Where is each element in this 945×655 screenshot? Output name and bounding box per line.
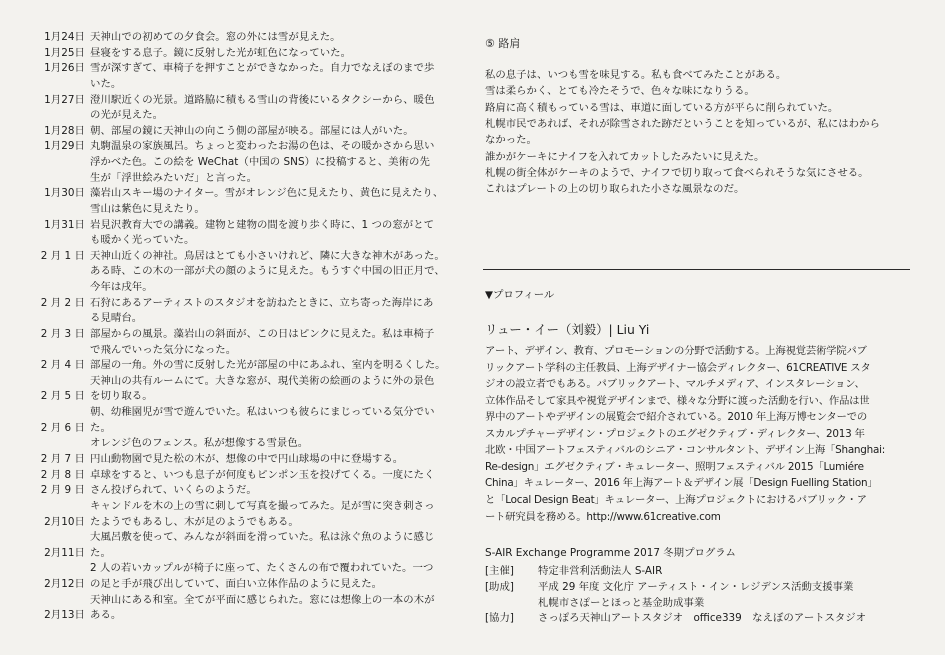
diary-entry-text: 雪が深すぎて、車椅子を押すことができなかった。自力でなえぼのまで歩	[90, 62, 435, 75]
diary-entry-text: 岩見沢教育大での講義。建物と建物の間を渡り歩く時に、1 つの窓がとて	[90, 218, 435, 231]
section-title: ⑤ 路肩	[485, 37, 521, 50]
diary-date: 2 月 1 日	[40, 249, 85, 262]
diary-entry-text: 卓球をすると、いつも息子が何度もピンポン玉を投げてくる。一度にたく	[90, 468, 435, 481]
diary-entry-text: 天神山にある和室。全てが平面に感じられた。窓には想像上の一本の木が	[90, 593, 435, 606]
diary-entry-text: の足と手が飛び出していて、面白い立体作品のように見えた。	[90, 578, 383, 591]
diary-date: 1月30日	[44, 187, 85, 200]
bio-line: リックアート学科の主任教員、上海デザイナー協会ディレクター、61CREATIVE スタ	[485, 361, 871, 374]
diary-entry-text: 石狩にあるアーティストのスタジオを訪ねたときに、立ち寄った海岸にあ	[90, 296, 434, 309]
bio-line: ジオの設立者でもある。パブリックアート、マルチメディア、インスタレーション、	[485, 378, 865, 391]
credit-value: 特定非営利活動法人 S-AIR	[538, 565, 663, 577]
diary-entry-text: 部屋の一角。外の雪に反射した光が部屋の中にあふれ、室内を明るくした。	[90, 359, 446, 372]
section-text-line: なかった。	[485, 134, 537, 147]
diary-entry-text: 昼寝をする息子。鏡に反射した光が虹色になっていた。	[90, 46, 352, 59]
credit-label: [主催]	[485, 565, 514, 577]
bio-line: 立体作品そして家具や視覚デザインまで、様々な分野に渡った活動を行い、作品は世	[485, 394, 870, 407]
diary-date: 2 月 4 日	[40, 359, 85, 372]
section-text-line: 私の息子は、いつも雪を味見する。私も食べてみたことがある。	[485, 69, 787, 81]
diary-entry-text: 澄川駅近くの光景。道路脇に積もる雪山の背後にいるタクシーから、暖色	[90, 93, 435, 106]
bio-line: アート、デザイン、教育、プロモーションの分野で活動する。上海視覚芸術学院パブ	[485, 345, 867, 357]
diary-date: 1月31日	[44, 218, 85, 231]
bio-line: 界中のアートやデザインの展覧会で紹介されている。2010 年上海万博センターでの	[485, 411, 867, 424]
section-text-line: これはプレートの上の切り取られた小さな風景なのだ。	[485, 183, 745, 196]
diary-date: 2月10日	[44, 515, 85, 528]
diary-date: 2月11日	[44, 546, 85, 559]
bio-line: ート研究員を務める。http://www.61creative.com	[485, 510, 721, 523]
diary-entry-text: いた。	[90, 77, 122, 90]
diary-date: 1月25日	[44, 46, 85, 59]
diary-date: 2 月 9 日	[40, 484, 85, 497]
diary-entry-text: 天神山の共有ルームにて。大きな窓が、現代美術の絵画のように外の景色	[90, 374, 435, 387]
diary-date: 2 月 8 日	[40, 468, 85, 481]
credit-value: さっぽろ天神山アートスタジオ office339 なえぼのアートスタジオ	[538, 612, 867, 625]
bio-line: と「Local Design Beat」キュレーター、上海プロジェクトにおけるパブリック・ア	[485, 493, 867, 506]
diary-entry-text: も暖かく光っていた。	[90, 234, 195, 247]
section-text-line: 雪は柔らかく、とても冷たそうで、色々な味になりうる。	[485, 85, 755, 98]
diary-entry-text: 円山動物園で見た松の木が、想像の中で円山球場の中に登場する。	[90, 453, 404, 465]
diary-entry-text: 朝、幼稚園児が雪で遊んでいた。私はいつも彼らにまじっている気分でい	[90, 406, 435, 419]
diary-entry-text: 浮かべた色。この絵を WeChat（中国の SNS）に投稿すると、美術の先	[90, 156, 430, 169]
right-column	[480, 0, 920, 655]
diary-date: 1月28日	[44, 124, 85, 137]
diary-entry-text: た。	[90, 546, 111, 559]
diary-entry-text: の光が見えた。	[90, 109, 164, 122]
diary-entry-text: 天神山近くの神社。鳥居はとても小さいけれど、隣に大きな神木があった。	[90, 249, 445, 262]
diary-entry-text: 2 人の若いカップルが椅子に座って、たくさんの布で覆われていた。一つ	[90, 562, 434, 575]
diary-entry-text: 今年は戌年。	[90, 281, 153, 294]
section-text-line: 札幌市民であれば、それが除雪された跡だということを知っているが、私にはわから	[485, 117, 880, 130]
diary-date: 2 月 2 日	[40, 296, 85, 309]
diary-date: 1月27日	[44, 93, 85, 106]
diary-entry-text: を切り取る。	[90, 390, 153, 403]
diary-entry-text: で飛んでいった気分になった。	[90, 343, 237, 356]
diary-entry-text: ある。	[90, 609, 122, 622]
credit-label: [助成]	[485, 580, 514, 593]
diary-entry-text: 雪山は紫色に見えたり。	[90, 202, 205, 215]
diary-entry-text: る見晴台。	[90, 312, 143, 325]
section-text-line: 札幌の街全体がケーキのようで、ナイフで切り取って食べられそうな気にさせる。	[485, 166, 869, 179]
profile-heading: ▼プロフィール	[485, 289, 555, 301]
bio-line: Re-design」エグゼクティブ・キュレーター、照明フェスティバル 2015「Lumiére	[485, 460, 864, 473]
diary-date: 2 月 5 日	[40, 390, 85, 403]
diary-date: 2 月 6 日	[40, 421, 85, 434]
diary-entry-text: 部屋からの風景。藻岩山の斜面が、この日はピンクに見えた。私は車椅子	[90, 327, 435, 340]
diary-entry-text: キャンドルを木の上の雪に刺して写真を撮ってみた。足が雪に突き刺さっ	[90, 499, 435, 512]
diary-date: 2 月 7 日	[40, 453, 85, 465]
bio-line: スカルプチャーデザイン・プロジェクトのエグゼクティブ・ディレクター、2013 年	[485, 427, 865, 440]
diary-entry-text: 天神山での初めての夕食会。窓の外には雪が見えた。	[90, 31, 341, 43]
credit-value: 平成 29 年度 文化庁 アーティスト・イン・レジデンス活動支援事業	[538, 580, 854, 593]
diary-entry-text: た。	[90, 421, 111, 434]
bio-line: 北欧・中国アートフェスティバルのシニア・コンサルタント、デザイン上海「Shanghai:	[485, 444, 885, 457]
bio-line: China」キュレーター、2016 年上海アート＆デザイン展「Design Fuelling Station」	[485, 477, 878, 490]
diary-date: 1月26日	[44, 62, 85, 75]
diary-entry-text: たようでもあるし、木が足のようでもある。	[90, 515, 299, 528]
diary-date: 2月12日	[44, 578, 85, 591]
program-title: S-AIR Exchange Programme 2017 冬期プログラム	[485, 547, 736, 559]
diary-entry-text: オレンジ色のフェンス。私が想像する雪景色。	[90, 437, 309, 450]
diary-entry-text: 大風呂敷を使って、みんなが斜面を滑っていた。私は泳ぐ魚のように感じ	[90, 531, 435, 544]
diary-date: 1月24日	[44, 31, 85, 43]
profile-name: リュー・イー（刘毅）| Liu Yi	[485, 322, 650, 337]
diary-column	[0, 0, 470, 655]
diary-entry-text: 丸駒温泉の家族風呂。ちょっと変わったお湯の色は、その暖かさから思い	[90, 140, 435, 153]
diary-entry-text: 朝、部屋の鏡に天神山の向こう側の部屋が映る。部屋には人がいた。	[90, 124, 414, 137]
diary-date: 2月13日	[44, 609, 85, 622]
diary-entry-text: ある時、この木の一部が犬の顔のように見えた。もうすぐ中国の旧正月で、	[90, 265, 445, 278]
credit-value: 札幌市さぽーとほっと基金助成事業	[538, 596, 705, 609]
diary-entry-text: さん投げられて、いくらのようだ。	[90, 484, 257, 497]
diary-date: 2 月 3 日	[40, 327, 85, 340]
diary-date: 1月29日	[44, 140, 85, 153]
credit-label: [協力]	[485, 612, 514, 625]
diary-entry-text: 生が「浮世絵みたいだ」と言った。	[90, 171, 258, 184]
divider	[483, 269, 910, 270]
diary-entry-text: 藻岩山スキー場のナイター。雪がオレンジ色に見えたり、黄色に見えたり、	[90, 187, 444, 200]
section-text-line: 路肩に高く積もっている雪は、車道に面している方が平らに削られていた。	[485, 101, 839, 114]
section-text-line: 誰かがケーキにナイフを入れてカットしたみたいに見えた。	[485, 150, 765, 163]
